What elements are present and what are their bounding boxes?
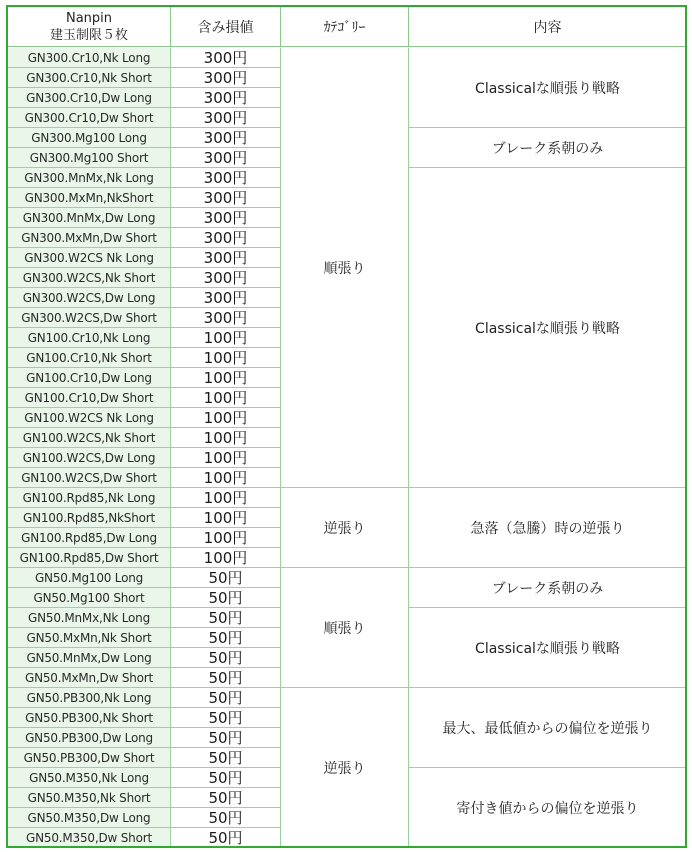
description-cell: ブレーク系朝のみ (409, 568, 686, 608)
table-row-loss: 300円 (171, 308, 281, 328)
table-row-loss: 100円 (171, 388, 281, 408)
table-row-name: GN50.Mg100 Long (8, 568, 171, 588)
table-row-name: GN100.Cr10,Dw Long (8, 368, 171, 388)
table-row-name: GN300.Mg100 Long (8, 128, 171, 148)
table-row-loss: 50円 (171, 588, 281, 608)
table-row-name: GN100.Cr10,Dw Short (8, 388, 171, 408)
table-row-loss: 300円 (171, 288, 281, 308)
table-row-name: GN100.Cr10,Nk Long (8, 328, 171, 348)
table-row-loss: 300円 (171, 228, 281, 248)
table-row-name: GN300.MnMx,Dw Long (8, 208, 171, 228)
table-row-loss: 50円 (171, 708, 281, 728)
table-row-loss: 100円 (171, 408, 281, 428)
table-row-name: GN50.MnMx,Nk Long (8, 608, 171, 628)
table-row-loss: 50円 (171, 568, 281, 588)
table-row-loss: 300円 (171, 88, 281, 108)
table-row-loss: 300円 (171, 268, 281, 288)
table-row-name: GN300.W2CS Nk Long (8, 248, 171, 268)
description-cell: Classicalな順張り戦略 (409, 48, 686, 128)
table-row-name: GN300.W2CS,Nk Short (8, 268, 171, 288)
table-row-loss: 300円 (171, 168, 281, 188)
table-row-name: GN300.Mg100 Short (8, 148, 171, 168)
table-row-name: GN100.Rpd85,NkShort (8, 508, 171, 528)
table-row-name: GN50.PB300,Dw Short (8, 748, 171, 768)
table-row-name: GN50.Mg100 Short (8, 588, 171, 608)
header-loss: 含み損値 (171, 7, 281, 47)
table-row-loss: 50円 (171, 808, 281, 828)
table-row-name: GN300.W2CS,Dw Short (8, 308, 171, 328)
table-row-loss: 100円 (171, 368, 281, 388)
table-row-loss: 50円 (171, 608, 281, 628)
table-row-name: GN100.W2CS Nk Long (8, 408, 171, 428)
table-row-name: GN50.MnMx,Dw Long (8, 648, 171, 668)
table-row-loss: 50円 (171, 628, 281, 648)
table-row-name: GN50.PB300,Nk Short (8, 708, 171, 728)
table-row-name: GN100.W2CS,Dw Long (8, 448, 171, 468)
table-row-loss: 300円 (171, 148, 281, 168)
header-name-line2: 建玉制限５枚 (49, 27, 128, 43)
table-row-loss: 50円 (171, 828, 281, 848)
table-row-name: GN100.Rpd85,Dw Short (8, 548, 171, 568)
table-row-name: GN50.MxMn,Nk Short (8, 628, 171, 648)
table-row-name: GN50.M350,Nk Long (8, 768, 171, 788)
table-row-loss: 300円 (171, 108, 281, 128)
table-row-loss: 100円 (171, 428, 281, 448)
table-row-name: GN100.W2CS,Nk Short (8, 428, 171, 448)
table-row-loss: 50円 (171, 728, 281, 748)
table-row-name: GN300.MxMn,Dw Short (8, 228, 171, 248)
table-row-loss: 100円 (171, 468, 281, 488)
header-name-line1: Nanpin (65, 10, 113, 26)
description-cell: 寄付き値からの偏位を逆張り (409, 768, 686, 848)
description-cell: ブレーク系朝のみ (409, 128, 686, 168)
description-cell: 急落（急騰）時の逆張り (409, 488, 686, 568)
table-row-loss: 100円 (171, 328, 281, 348)
header-name (8, 7, 171, 47)
category-cell: 逆張り (281, 688, 409, 848)
header-category: ｶﾃｺﾞﾘｰ (281, 7, 409, 47)
table-row-name: GN300.Cr10,Dw Short (8, 108, 171, 128)
table-row-name: GN50.PB300,Dw Long (8, 728, 171, 748)
table-row-loss: 100円 (171, 548, 281, 568)
table-row-loss: 50円 (171, 768, 281, 788)
table-row-name: GN50.M350,Dw Short (8, 828, 171, 848)
table-row-name: GN100.W2CS,Dw Short (8, 468, 171, 488)
header-description: 内容 (409, 7, 686, 47)
table-row-name: GN300.W2CS,Dw Long (8, 288, 171, 308)
description-cell: Classicalな順張り戦略 (409, 168, 686, 488)
table-row-loss: 50円 (171, 668, 281, 688)
table-row-loss: 300円 (171, 128, 281, 148)
table-row-loss: 50円 (171, 748, 281, 768)
category-cell: 順張り (281, 568, 409, 688)
table-row-name: GN300.Cr10,Nk Long (8, 48, 171, 68)
description-cell: Classicalな順張り戦略 (409, 608, 686, 688)
table-row-loss: 100円 (171, 528, 281, 548)
table-row-name: GN50.M350,Dw Long (8, 808, 171, 828)
table-row-loss: 100円 (171, 348, 281, 368)
category-cell: 順張り (281, 48, 409, 488)
category-cell: 逆張り (281, 488, 409, 568)
table-row-name: GN300.MxMn,NkShort (8, 188, 171, 208)
table-row-loss: 100円 (171, 508, 281, 528)
table-row-loss: 300円 (171, 48, 281, 68)
table-row-loss: 300円 (171, 68, 281, 88)
table-row-name: GN50.PB300,Nk Long (8, 688, 171, 708)
table-row-name: GN100.Rpd85,Dw Long (8, 528, 171, 548)
table-row-name: GN300.Cr10,Nk Short (8, 68, 171, 88)
table-row-loss: 300円 (171, 248, 281, 268)
table-row-name: GN300.Cr10,Dw Long (8, 88, 171, 108)
table-row-name: GN300.MnMx,Nk Long (8, 168, 171, 188)
table-row-name: GN50.MxMn,Dw Short (8, 668, 171, 688)
table-row-loss: 300円 (171, 208, 281, 228)
table-row-loss: 50円 (171, 648, 281, 668)
table-row-loss: 50円 (171, 688, 281, 708)
table-row-loss: 100円 (171, 488, 281, 508)
table-row-name: GN100.Rpd85,Nk Long (8, 488, 171, 508)
table-row-loss: 50円 (171, 788, 281, 808)
description-cell: 最大、最低値からの偏位を逆張り (409, 688, 686, 768)
table-row-loss: 300円 (171, 188, 281, 208)
table-row-loss: 100円 (171, 448, 281, 468)
table-row-name: GN100.Cr10,Nk Short (8, 348, 171, 368)
table-row-name: GN50.M350,Nk Short (8, 788, 171, 808)
